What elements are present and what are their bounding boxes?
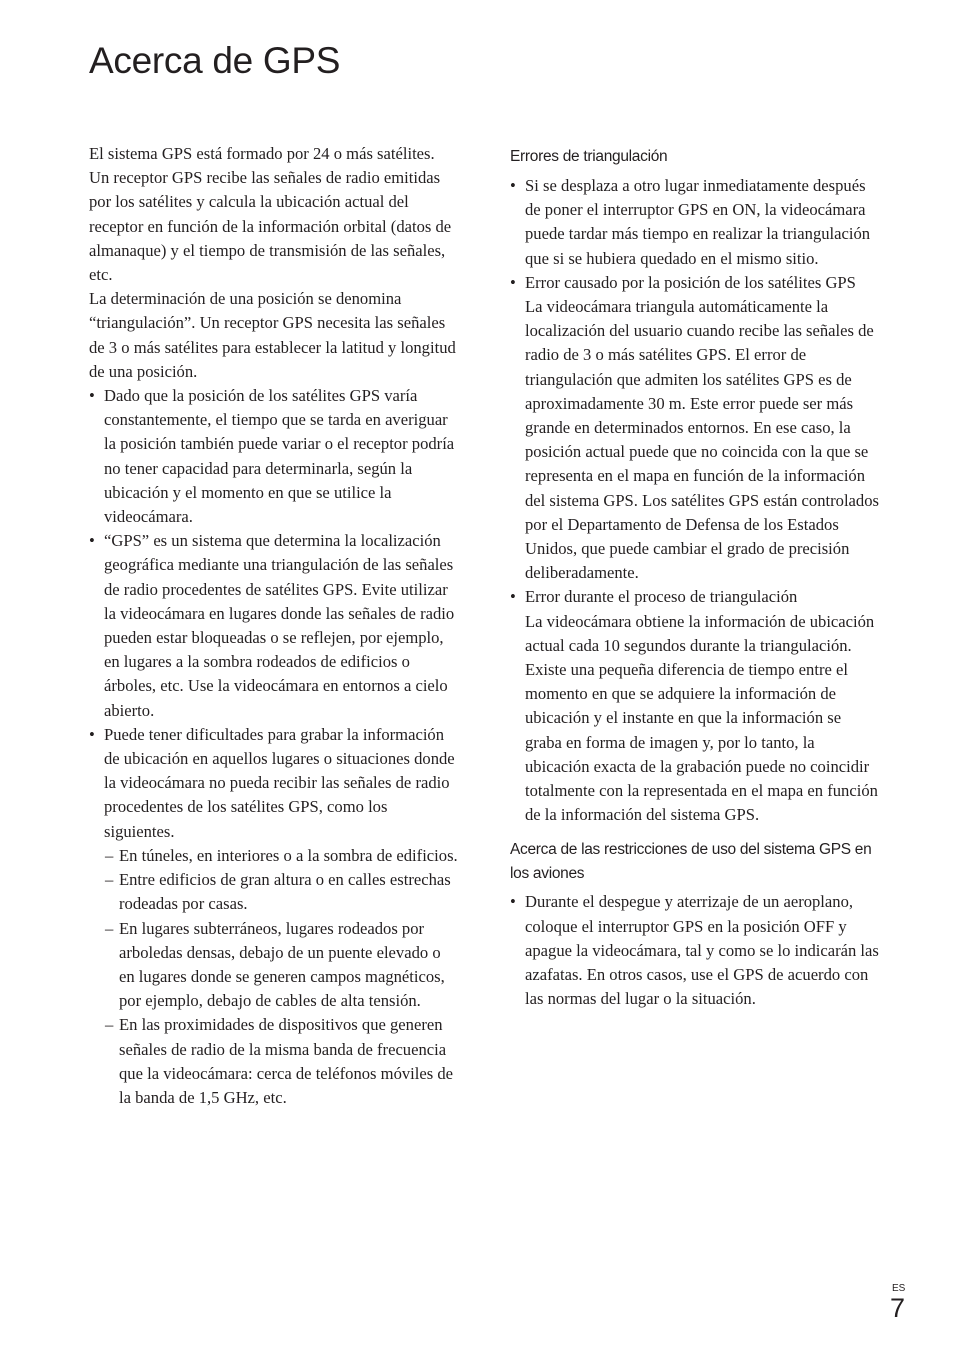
- dash-item: – En lugares subterráneos, lugares rodeados por arboledas densas, debajo de un puente elevado o en lugares donde se generen campos magnéticos, por ejemplo, debajo de cables de alta tensión.: [104, 917, 459, 1014]
- left-bullet-list: [89, 384, 459, 1110]
- bullet-item: [89, 723, 459, 1110]
- bullet-item: [510, 271, 882, 586]
- bullet-item: • “GPS” es un sistema que determina la localización geográfica mediante una triangulación de las señales de radio procedentes de satélites GPS. Evite utilizar la videocámara en lugares donde las señales de radio pueden estar bloqueadas o se reflejen, por ejemplo, en lugares a la sombra rodeados de edificios o árboles, etc. Use la videocámara en entornos a cielo abierto.: [89, 529, 459, 723]
- bullet-item-title: • Error causado por la posición de los satélites GPS: [525, 272, 856, 292]
- bullet-item-text: Existe una pequeña diferencia de tiempo entre el momento en que se adquiere la información de ubicación y el instante en que la información se graba en forma de imagen y, por lo tanto, la ubicación exacta de la grabación puede no coincidir totalmente con la representada en el mapa en función de la información del sistema GPS.: [525, 660, 878, 825]
- triangulation-errors-list: [510, 174, 882, 827]
- bullet-item-text: La videocámara triangula automáticamente la localización del usuario cuando recibe las señales de radio de 3 o más satélites GPS. El error de triangulación que admiten los satélites GPS es de aproximadamente 30 m. Este error puede ser más grande en determinados entornos. En ese caso, la posición actual puede que no coincida con la que se representa en el mapa en función de la información del sistema GPS. Los satélites GPS están controlados por el Departamento de Defensa de los Estados Unidos, que puede cambiar el grado de precisión deliberadamente.: [525, 297, 879, 583]
- page-number: 7: [890, 1293, 906, 1323]
- page-title: Acerca de GPS: [89, 40, 341, 81]
- section-heading-aircraft-restrictions: Acerca de las restricciones de uso del sistema GPS en los aviones: [510, 841, 872, 883]
- left-column: [89, 142, 459, 1110]
- intro-paragraph-2: La determinación de una posición se denomina “triangulación”. Un receptor GPS necesita las señales de 3 o más satélites para establecer la latitud y longitud de una posición.: [89, 289, 456, 381]
- section-heading-triangulation-errors: Errores de triangulación: [510, 148, 668, 165]
- language-code: ES: [892, 1283, 906, 1294]
- bullet-item: • Dado que la posición de los satélites GPS varía constantemente, el tiempo que se tarda en averiguar la posición también puede variar o el receptor podría no tener capacidad para determinarla, según la ubicación y el momento en que se utilice la videocámara.: [89, 384, 459, 529]
- bullet-item-text: La videocámara obtiene la información de ubicación actual cada 10 segundos durante la triangulación.: [525, 611, 875, 655]
- dash-item: – En túneles, en interiores o a la sombra de edificios.: [104, 844, 459, 868]
- bullet-item: • Si se desplaza a otro lugar inmediatamente después de poner el interruptor GPS en ON, la videocámara puede tardar más tiempo en realizar la triangulación que si se hubiera quedado en el mismo sitio.: [510, 174, 882, 271]
- bullet-item-text: • Puede tener dificultades para grabar la información de ubicación en aquellos lugares o situaciones donde la videocámara no pueda recibir las señales de radio procedentes de los satélites GPS, como los siguientes.: [104, 724, 455, 841]
- right-column: [510, 142, 882, 1012]
- dash-item: – Entre edificios de gran altura o en calles estrechas rodeadas por casas.: [104, 868, 459, 916]
- bullet-item-title: • Error durante el proceso de triangulación: [525, 587, 798, 607]
- dash-list: [104, 844, 459, 1110]
- bullet-item: [510, 585, 882, 827]
- aircraft-restrictions-list: [510, 890, 882, 1011]
- intro-paragraph: El sistema GPS está formado por 24 o más satélites. Un receptor GPS recibe las señales de radio emitidas por los satélites y calcula la ubicación actual del receptor en función de la información orbital (datos de almanaque) y el tiempo de transmisión de las señales, etc.: [89, 144, 452, 285]
- bullet-item: • Durante el despegue y aterrizaje de un aeroplano, coloque el interruptor GPS en la posición OFF y apague la videocámara, tal y como se lo indicarán las azafatas. En otros casos, use el GPS de acuerdo con las normas del lugar o la situación.: [510, 890, 882, 1011]
- dash-item: – En las proximidades de dispositivos que generen señales de radio de la misma banda de frecuencia que la videocámara: cerca de teléfonos móviles de la banda de 1,5 GHz, etc.: [104, 1013, 459, 1110]
